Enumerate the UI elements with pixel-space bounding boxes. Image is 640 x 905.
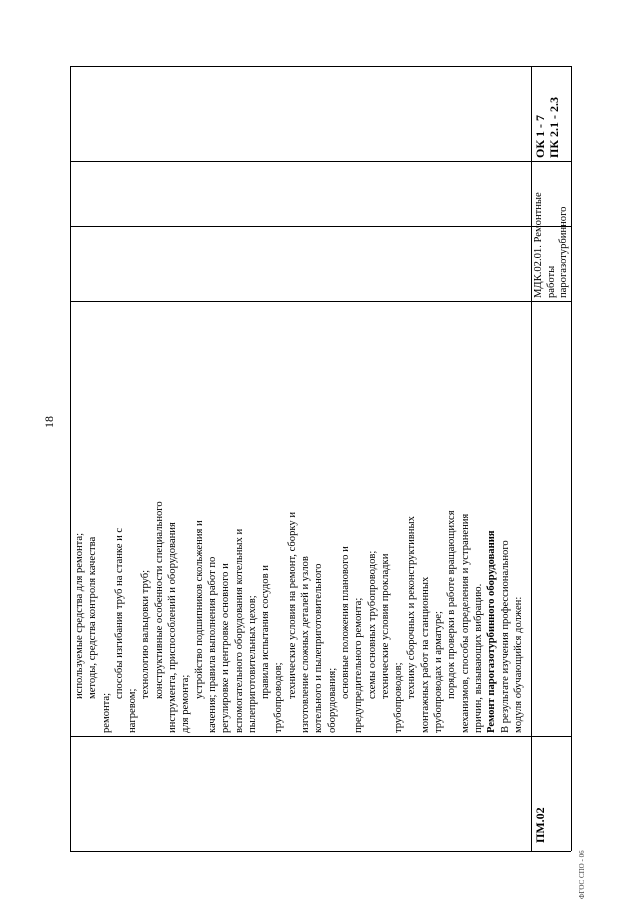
list-item: ремонта; <box>100 692 112 733</box>
list-item: технику сборочных и реконструктивных <box>406 516 418 699</box>
list-item: предупредительного ремонта; <box>353 597 365 733</box>
list-item: трубопроводов; <box>273 662 285 733</box>
list-item: качения; правила выполнения работ по <box>206 556 218 733</box>
list-item: инструмента, приспособлений и оборудования <box>167 522 179 733</box>
list-item: технические условия прокладки <box>379 553 391 699</box>
table-column-3 <box>71 226 571 301</box>
list-item: трубопроводов; <box>393 662 405 733</box>
module-description: модуля обучающийся должен: <box>512 596 524 733</box>
list-item: котельного и пылеприготовительного <box>313 563 325 733</box>
list-item: конструктивные особенности специального <box>153 501 165 699</box>
list-item: методы, средства контроля качества <box>87 536 99 699</box>
requirements-list <box>73 303 525 733</box>
list-item: способы изгибания труб на станке и с <box>113 527 125 699</box>
footer-mark: ФГОС СПО - 06 <box>578 850 586 899</box>
list-item: трубопроводах и арматуре; <box>433 611 445 733</box>
competency-ok: ОК 1 - 7 <box>533 114 547 158</box>
list-item: схемы основных трубопроводов; <box>366 550 378 699</box>
competency-pk: ПК 2.1 - 2.3 <box>547 96 561 158</box>
list-item: порядок проверки в работе вращающихся <box>446 510 458 699</box>
list-item: механизмов, способы определения и устранения <box>459 513 471 733</box>
list-item: монтажных работ на станционных <box>419 576 431 733</box>
list-item: устройство подшипников скольжения и <box>193 520 205 699</box>
table-column-4 <box>71 161 571 226</box>
list-item: технологию вальцовки труб; <box>140 569 152 699</box>
list-item: нагревом; <box>127 688 139 733</box>
list-item: регулировке и центровке основного и <box>220 563 232 733</box>
list-item: правила испытания сосудов и <box>260 565 272 699</box>
list-item: технические условия на ремонт, сборку и <box>286 511 298 699</box>
curriculum-table <box>70 66 571 852</box>
module-code: ПМ.02 <box>533 807 547 843</box>
page-number: 18 <box>42 416 56 428</box>
list-item: изготовление сложных деталей и узлов <box>300 556 312 733</box>
table-column-competencies <box>71 66 571 161</box>
list-item: основные положения планового и <box>339 546 351 699</box>
module-title: Ремонт парогазотурбинного оборудования <box>486 530 498 733</box>
list-item: для ремонта; <box>180 674 192 733</box>
mdk-label: МДК.02.01. Ремонтные работы парогазотурбинного <box>533 192 569 298</box>
list-item: используемые средства для ремонта; <box>74 532 85 699</box>
table-column-code <box>71 736 571 851</box>
list-item: вспомогательного оборудования котельных и <box>233 528 245 733</box>
row-divider-bottom <box>571 66 572 851</box>
competencies <box>533 63 561 158</box>
row-divider <box>531 66 532 851</box>
module-description: В результате изучения профессионального <box>499 540 511 733</box>
list-item: причин, вызывающих вибрацию. <box>472 583 484 733</box>
list-item: оборудования; <box>326 667 338 733</box>
list-item: пылеприготовительных цехов; <box>246 595 258 733</box>
